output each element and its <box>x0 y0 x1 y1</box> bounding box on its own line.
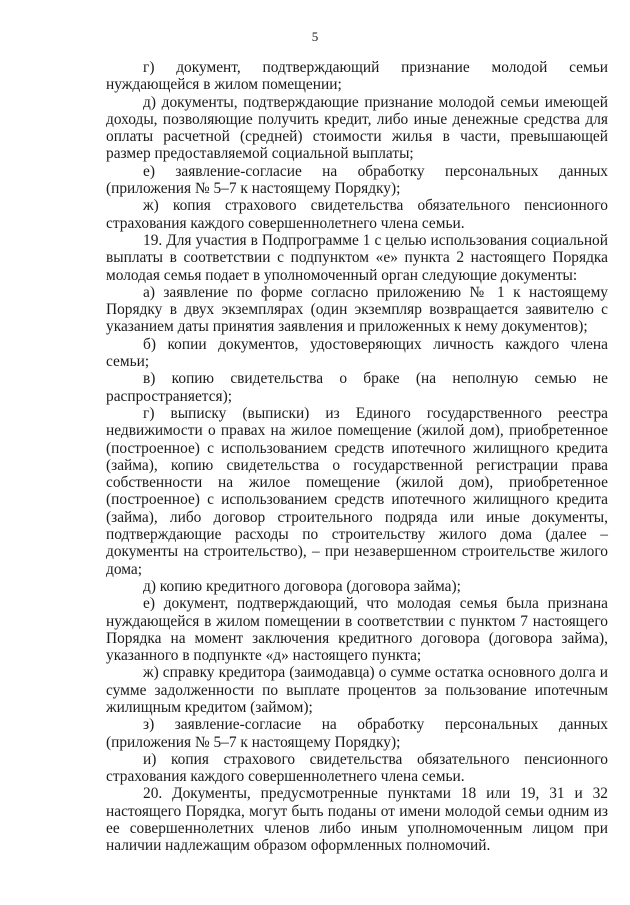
page-number: 5 <box>311 29 319 44</box>
paragraph-19-item-d: д) копию кредитного договора (договора займа); <box>143 577 461 595</box>
paragraph-19-item-e: е) документ, подтверждающий, что молодая семья была признана нуждающейся в жилом помещении в соответствии с пунктом 7 настоящего Порядка на момент заключения кредитного договора (договора займа), указанного в подпункте «д» настоящего пункта; <box>106 595 608 665</box>
paragraph-19-item-z: з) заявление-согласие на обработку персональных данных (приложения № 5–7 к настоящему Порядку); <box>106 716 608 751</box>
paragraph-19-item-a: а) заявление по форме согласно приложению № 1 к настоящему Порядку в двух экземплярах (один экземпляр возвращается заявителю с указанием даты принятия заявления и приложенных к нему документов); <box>106 283 608 336</box>
paragraph-item-e: е) заявление-согласие на обработку персональных данных (приложения № 5–7 к настоящему Порядку); <box>106 162 608 198</box>
paragraph-clause-20: 20. Документы, предусмотренные пунктами 18 или 19, 31 и 32 настоящего Порядка, могут быть поданы от имени молодой семьи одним из ее совершеннолетних членов либо иным уполномоченным лицом при наличии надлежащим образом оформленных полномочий. <box>106 785 608 855</box>
paragraph-item-g: г) документ, подтверждающий признание молодой семьи нуждающейся в жилом помещении; <box>106 59 608 94</box>
paragraph-19-item-i: и) копия страхового свидетельства обязательного пенсионного страхования каждого совершеннолетнего члена семьи. <box>106 750 608 786</box>
paragraph-19-item-b: б) копии документов, удостоверяющих личность каждого члена семьи; <box>106 335 608 371</box>
paragraph-item-d: д) документы, подтверждающие признание молодой семьи имеющей доходы, позволяющие получить кредит, либо иные денежные средства для оплаты расчетной (средней) стоимости жилья в части, превышающей размер предоставляемой социальной выплаты; <box>106 93 608 163</box>
paragraph-19-item-zh: ж) справку кредитора (заимодавца) о сумме остатка основного долга и сумме задолженности по выплате процентов за пользование ипотечным жилищным кредитом (займом); <box>106 664 608 716</box>
paragraph-19-item-g: г) выписку (выписки) из Единого государственного реестра недвижимости о правах на жилое помещение (жилой дом), приобретенное (построенное) с использованием средств ипотечного жилищного кредита (займа), копию свидетельства о государственной регистрации права собственности на жилое помещение (жилой дом), приобретенное (построенное) с использованием средств ипотечного жилищного кредита (займа), либо договор строительного подряда или иные документы, подтверждающие расходы по строительству жилого дома (далее – документы на строительство), – при незавершенном строительстве жилого дома; <box>106 404 608 578</box>
paragraph-clause-19: 19. Для участия в Подпрограмме 1 с целью использования социальной выплаты в соответствии с подпунктом «е» пункта 2 настоящего Порядка молодая семья подает в уполномоченный орган следующие документы: <box>106 231 608 284</box>
paragraph-item-zh: ж) копия страхового свидетельства обязательного пенсионного страхования каждого совершеннолетнего члена семьи. <box>106 197 608 232</box>
paragraph-19-item-v: в) копию свидетельства о браке (на неполную семью не распространяется); <box>106 370 608 405</box>
document-body <box>106 59 608 855</box>
